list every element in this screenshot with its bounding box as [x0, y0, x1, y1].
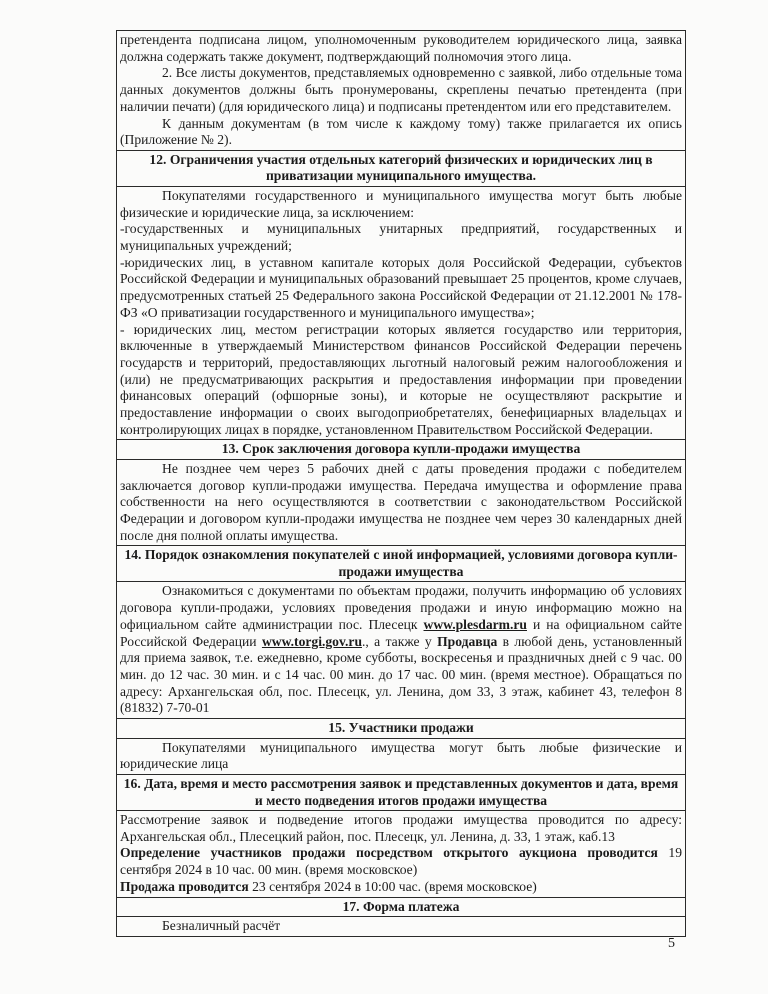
bold-text: Продажа проводится	[120, 878, 249, 894]
section-14-title: 14. Порядок ознакомления покупателей с иной информацией, условиями договора купли-продажи имущества	[117, 546, 686, 582]
section-17-title: 17. Форма платежа	[117, 897, 686, 917]
paragraph: К данным документам (в том числе к каждому тому) также прилагается их опись (Приложение № 2).	[120, 115, 682, 148]
link-plesdarm[interactable]: www.plesdarm.ru	[423, 616, 527, 632]
section-12-title: 12. Ограничения участия отдельных категорий физических и юридических лиц в приватизации муниципального имущества.	[117, 150, 686, 186]
section-16-title: 16. Дата, время и место рассмотрения заявок и представленных документов и дата, время и место подведения итогов продажи имущества	[117, 775, 686, 811]
text: в любой день, установленный для приема заявок, т.е. ежедневно, кроме субботы, воскресенья и праздничных дней с 9 час. 00 мин. до 12 час. 30 мин. и с 14 час. 00 мин. до 17 час. 00 мин. (время местное). Обращаться по адресу: Архангельская обл, пос. Плесецк, ул. Ленина, дом 33, 3 этаж, кабинет 43, телефон 8 (81832) 7-70-01	[120, 633, 682, 716]
seller-label: Продавца	[437, 633, 498, 649]
text: Ознакомиться с документами по объектам продажи, получить информацию об условиях договора купли-продажи, условиях проведения продажи и иную информацию можно на официальном сайте администрации пос. Плесецк	[120, 583, 682, 632]
section-13-title: 13. Срок заключения договора купли-продажи имущества	[117, 440, 686, 460]
paragraph: претендента подписана лицом, уполномоченным руководителем юридического лица, заявка должна содержать также документ, подтверждающий полномочия этого лица.	[120, 32, 682, 64]
paragraph	[120, 845, 682, 878]
link-torgi[interactable]: www.torgi.gov.ru	[261, 633, 362, 649]
paragraph: Покупателями муниципального имущества могут быть любые физические и юридические лица	[120, 739, 682, 772]
text: 23 сентября 2024 в 10:00 час. (время московское)	[248, 878, 537, 894]
text: и на официальном сайте Российской Федерации	[120, 616, 682, 649]
text: 19 сентября 2024 в 10 час. 00 мин. (время московское)	[120, 845, 683, 878]
bold-text: Определение участников продажи посредством открытого аукциона проводится	[120, 845, 658, 861]
document-page	[116, 30, 686, 937]
section-15-title: 15. Участники продажи	[117, 719, 686, 739]
paragraph: -юридических лиц, в уставном капитале которых доля Российской Федерации, субъектов Российской Федерации и муниципальных образований превышает 25 процентов, кроме случаев, предусмотренных статьей 25 Федерального закона Российской Федерации от 21.12.2001 № 178-ФЗ «О приватизации государственного и муниципального имущества»;	[120, 254, 682, 320]
paragraph: Рассмотрение заявок и подведение итогов продажи имущества проводится по адресу: Архангельская обл., Плесецкий район, пос. Плесецк, ул. Ленина, д. 33, 1 этаж, каб.13	[120, 812, 682, 844]
paragraph: -государственных и муниципальных унитарных предприятий, государственных и муниципальных учреждений;	[120, 221, 682, 254]
paragraph	[120, 583, 682, 717]
document-table	[116, 30, 686, 937]
paragraph: - юридических лиц, местом регистрации которых является государство или территория, включенные в утверждаемый Министерством финансов Российской Федерации перечень государств и территорий, предоставляющих льготный налоговый режим налогообложения и (или) не предусматривающих раскрытия и предоставления информации при проведении финансовых операций (офшорные зоны), и которые не осуществляют раскрытие и предоставление информации о своих выгодоприобретателях, бенефициарных владельцах и контролирующих лицах в порядке, установленном Правительством Российской Федерации.	[120, 321, 682, 437]
paragraph: Покупателями государственного и муниципального имущества могут быть любые физические и юридические лица, за исключением:	[120, 187, 682, 220]
page-number: 5	[668, 936, 675, 951]
paragraph: Не позднее чем через 5 рабочих дней с даты проведения продажи с победителем заключается договор купли-продажи имущества. Передача имущества и оформление права собственности на него осуществляются в соответствии с законодательством Российской Федерации и договором купли-продажи имущества не позднее чем через 30 календарных дней после дня полной оплаты имущества.	[120, 460, 682, 543]
paragraph: 2. Все листы документов, представляемых одновременно с заявкой, либо отдельные тома данных документов должны быть пронумерованы, скреплены печатью претендента (при наличии печати) (для юридического лица) и подписаны претендентом или его представителем.	[120, 65, 682, 114]
paragraph: Безналичный расчёт	[162, 918, 281, 934]
row-continuation	[117, 31, 686, 151]
text: ., а также у	[362, 633, 438, 649]
paragraph	[120, 879, 682, 896]
